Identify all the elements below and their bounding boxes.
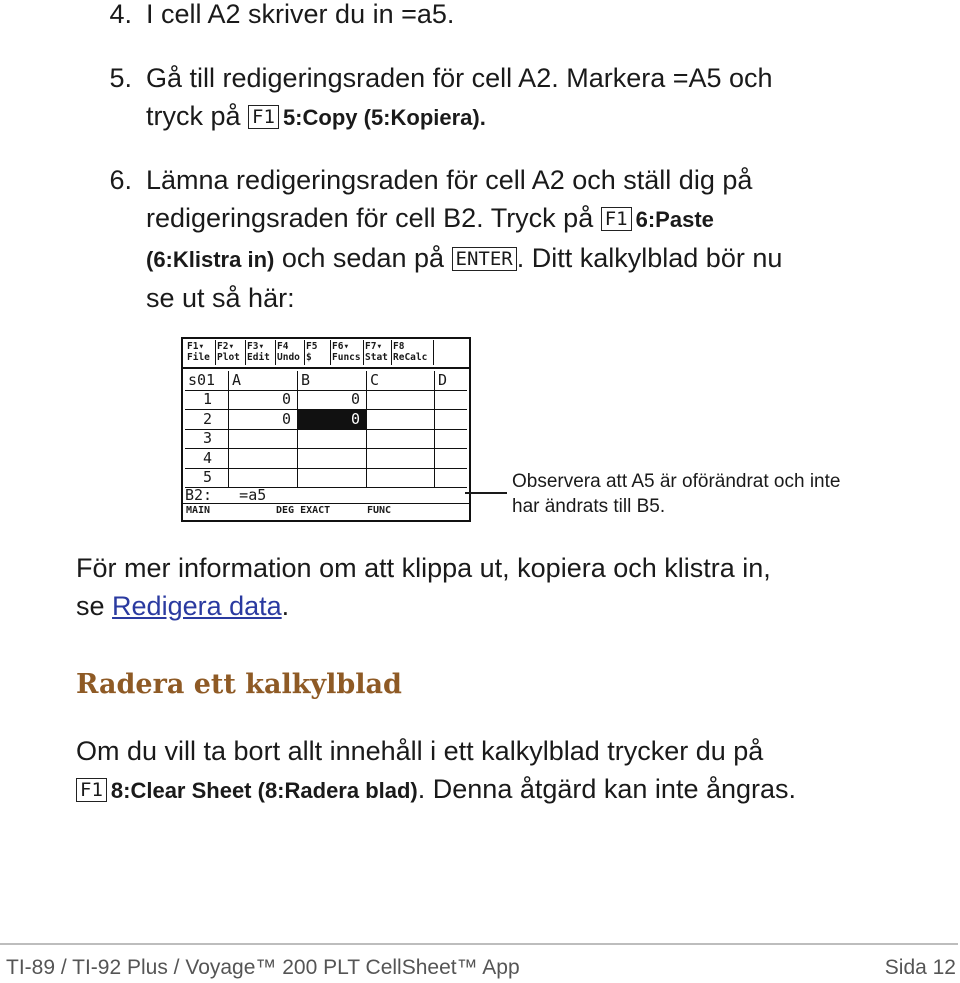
clear-paragraph: Om du vill ta bort allt innehåll i ett kalkylblad trycker du på F1 8:Clear Sheet (8:Radera blad). Denna åtgärd kan inte ångras. <box>76 736 797 804</box>
row-label: 1 <box>185 390 229 409</box>
callout-line <box>465 492 507 494</box>
grid-cell: 0 <box>298 390 367 409</box>
toolbar-button-f2 <box>215 340 246 365</box>
page-number: Sida 12 <box>884 956 956 979</box>
toolbar-key-label: F1▾ <box>187 341 205 352</box>
step-text: Gå till redigeringsraden för cell A2. Markera =A5 och <box>146 63 773 93</box>
step-text: tryck på <box>146 101 241 131</box>
f1-key-icon: F1 <box>601 207 632 231</box>
grid-row <box>185 410 467 430</box>
grid-cell <box>229 468 298 487</box>
section-heading: Radera ett kalkylblad <box>76 669 402 700</box>
toolbar-menu-label: File <box>187 352 210 363</box>
row-label: s01 <box>185 371 229 390</box>
footer-divider <box>0 943 958 945</box>
grid-cell <box>229 429 298 448</box>
toolbar-menu-label: Plot <box>217 352 240 363</box>
toolbar-menu-label: Funcs <box>332 352 361 363</box>
enter-key-icon: ENTER <box>452 247 517 271</box>
grid-cell: 0 <box>298 410 367 429</box>
f1-key-icon: F1 <box>248 105 279 129</box>
grid-cell <box>298 449 367 468</box>
command-name: (6:Klistra in) <box>146 247 275 272</box>
grid-cell <box>367 390 435 409</box>
step-text: se ut så här: <box>146 283 295 313</box>
grid-cell <box>435 449 467 468</box>
toolbar-button-f1 <box>185 340 216 365</box>
grid-cell <box>229 449 298 468</box>
toolbar-key-label: F3▾ <box>247 341 265 352</box>
toolbar-menu-label: Undo <box>277 352 300 363</box>
toolbar-menu-label: $ <box>306 352 312 363</box>
toolbar-key-label: F4 <box>277 341 289 352</box>
grid-cell <box>298 429 367 448</box>
toolbar-menu-label: Stat <box>365 352 388 363</box>
row-label: 4 <box>185 449 229 468</box>
entry-line: B2: =a5 <box>185 486 267 504</box>
status-mode: MAIN <box>186 505 211 516</box>
row-label: 5 <box>185 468 229 487</box>
grid-cell: B <box>298 371 367 390</box>
toolbar-key-label: F2▾ <box>217 341 235 352</box>
redigera-data-link[interactable]: Redigera data <box>112 591 282 621</box>
step-number: 6. <box>109 165 132 195</box>
row-label: 3 <box>185 429 229 448</box>
toolbar-button-f3 <box>245 340 276 365</box>
grid-cell <box>367 429 435 448</box>
grid-cell <box>435 390 467 409</box>
step-text: . Ditt kalkylblad bör nu <box>516 243 783 273</box>
grid-cell <box>298 468 367 487</box>
toolbar-button-f4 <box>275 340 305 365</box>
command-name: 5:Copy (5:Kopiera) <box>282 105 480 130</box>
toolbar-button-f7 <box>363 340 392 365</box>
grid-row <box>185 468 467 488</box>
step-text: Lämna redigeringsraden för cell A2 och ställ dig på <box>146 165 753 195</box>
status-angle: DEG EXACT <box>276 505 331 516</box>
toolbar-menu-label: ReCalc <box>393 352 428 363</box>
command-name: 6:Paste <box>635 207 714 232</box>
status-bar <box>183 503 469 519</box>
toolbar-button-f6 <box>330 340 364 365</box>
f1-key-icon: F1 <box>76 778 107 802</box>
step-text: och sedan på <box>281 243 445 273</box>
grid-row <box>185 390 467 410</box>
grid-header-row <box>185 371 467 391</box>
grid-cell <box>367 449 435 468</box>
grid-cell <box>367 410 435 429</box>
step-number: 4. <box>109 0 132 29</box>
grid-cell: D <box>438 371 448 389</box>
footer-title: TI-89 / TI-92 Plus / Voyage™ 200 PLT CellSheet™ App <box>6 956 520 979</box>
toolbar-key-label: F7▾ <box>365 341 383 352</box>
toolbar-menu-label: Edit <box>247 352 270 363</box>
grid-cell <box>435 429 467 448</box>
command-name: 8:Clear Sheet (8:Radera blad) <box>110 778 418 803</box>
status-graph: FUNC <box>367 505 392 516</box>
callout-note: Observera att A5 är oförändrat och inte har ändrats till B5. <box>512 471 841 517</box>
toolbar-key-label: F6▾ <box>332 341 350 352</box>
info-paragraph: För mer information om att klippa ut, kopiera och klistra in, se Redigera data. <box>76 553 771 621</box>
calculator-toolbar <box>183 339 469 369</box>
toolbar-button-f5 <box>304 340 331 365</box>
grid-cell <box>435 468 467 487</box>
punctuation: . <box>479 105 486 130</box>
grid-row <box>185 429 467 449</box>
step-text: redigeringsraden för cell B2. Tryck på <box>146 203 594 233</box>
toolbar-button-f8 <box>391 340 434 365</box>
toolbar-key-label: F8 <box>393 341 405 352</box>
grid-cell: 0 <box>229 390 298 409</box>
step-text: I cell A2 skriver du in =a5. <box>146 0 455 29</box>
calculator-screen <box>181 337 471 522</box>
grid-cell <box>367 468 435 487</box>
grid-cell: C <box>367 371 435 390</box>
grid-row <box>185 449 467 469</box>
grid-cell: 0 <box>229 410 298 429</box>
toolbar-key-label: F5 <box>306 341 318 352</box>
grid-cell: A <box>229 371 298 390</box>
row-label: 2 <box>185 410 229 429</box>
grid-cell <box>435 410 467 429</box>
step-number: 5. <box>109 63 132 93</box>
